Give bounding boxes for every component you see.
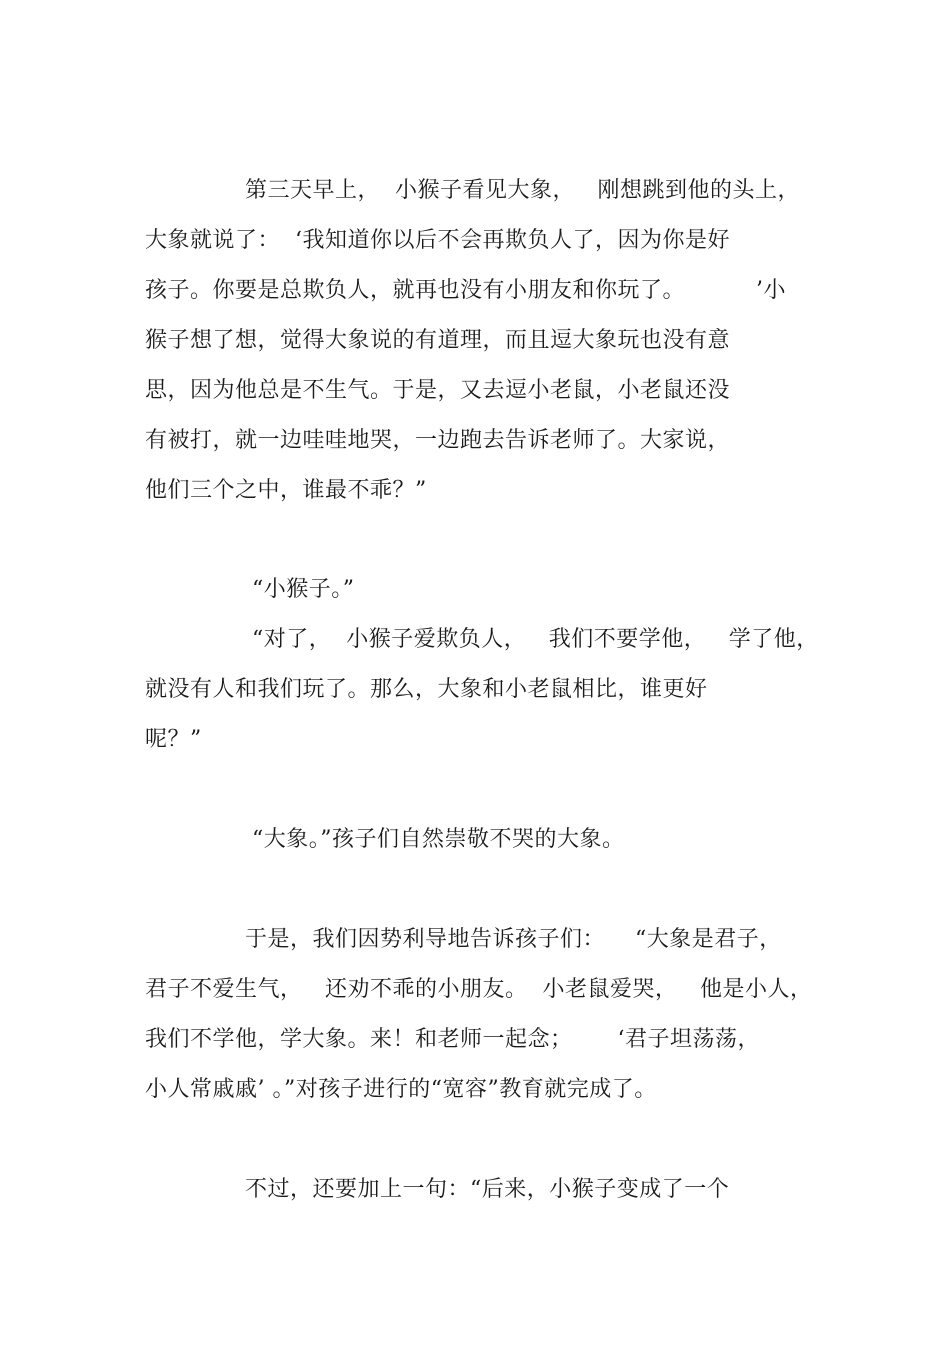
text-line-16: 小人常戚戚’ 。”对孩子进行的“宽容”教育就完成了。 [145, 1077, 657, 1102]
text-line-11: 呢？” [145, 727, 202, 752]
text-line-13: 于是，我们因势利导地告诉孩子们： “大象是君子， [245, 927, 782, 952]
text-line-1: 第三天早上， 小猴子看见大象， 刚想跳到他的头上， [245, 178, 800, 203]
text-line-10: 就没有人和我们玩了。那么，大象和小老鼠相比，谁更好 [145, 677, 708, 702]
text-line-9: “对了， 小猴子爱欺负人， 我们不要学他， 学了他， [252, 627, 819, 652]
text-line-14: 君子不爱生气， 还劝不乖的小朋友。 小老鼠爱哭， 他是小人， [145, 977, 813, 1002]
text-line-2: 大象就说了： ‘我知道你以后不会再欺负人了，因为你是好 [145, 228, 730, 253]
text-line-5: 思，因为他总是不生气。于是，又去逗小老鼠，小老鼠还没 [145, 378, 731, 403]
text-line-6: 有被打，就一边哇哇地哭，一边跑去告诉老师了。大家说， [145, 428, 731, 453]
text-line-15: 我们不学他，学大象。来！和老师一起念； ‘君子坦荡荡， [145, 1027, 760, 1052]
text-line-3: 孩子。你要是总欺负人，就再也没有小朋友和你玩了。 [145, 278, 686, 303]
text-line-17: 不过，还要加上一句：“后来，小猴子变成了一个 [245, 1177, 730, 1202]
text-line-8: “小猴子。” [252, 577, 355, 602]
text-line-3-end: ’小 [756, 278, 786, 303]
text-line-4: 猴子想了想，觉得大象说的有道理，而且逗大象玩也没有意 [145, 328, 731, 353]
text-line-7: 他们三个之中，谁最不乖？” [145, 478, 427, 503]
text-line-12: “大象。”孩子们自然崇敬不哭的大象。 [252, 827, 625, 852]
